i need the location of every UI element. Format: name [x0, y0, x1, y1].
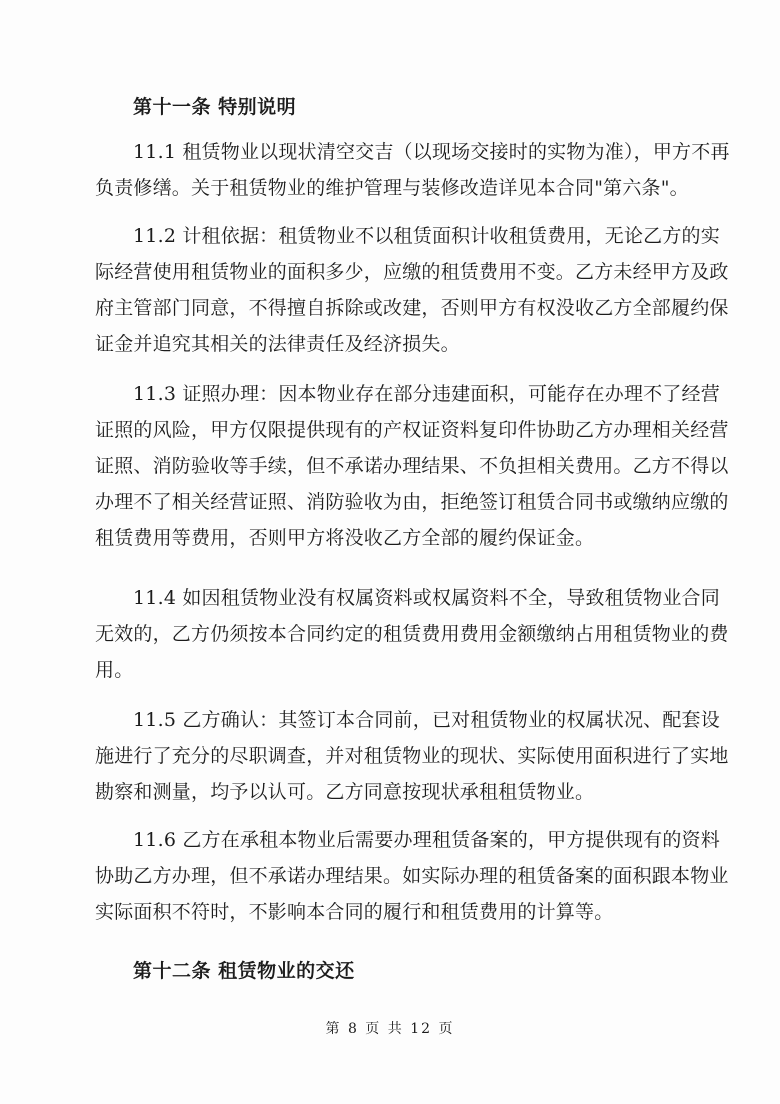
- clause-line: 11.2 计租依据：租赁物业不以租赁面积计收租赁费用，无论乙方的实: [133, 225, 720, 247]
- section-12-title: 第十二条 租赁物业的交还: [133, 960, 355, 982]
- clause-line: 无效的，乙方仍须按本合同约定的租赁费用费用金额缴纳占用租赁物业的费: [95, 623, 729, 645]
- page-footer: 第 8 页 共 12 页: [325, 1021, 455, 1037]
- clause-line: 实际面积不符时，不影响本合同的履行和租赁费用的计算等。: [95, 901, 614, 923]
- clause-11-4: [95, 580, 729, 688]
- clause-line: 办理不了相关经营证照、消防验收为由，拒绝签订租赁合同书或缴纳应缴的: [95, 491, 729, 513]
- clause-11-1: [95, 134, 730, 206]
- clause-11-6: [95, 822, 729, 930]
- clause-11-3: [95, 376, 729, 556]
- clause-line: 证照、消防验收等手续，但不承诺办理结果、不负担相关费用。乙方不得以: [95, 455, 729, 477]
- clause-line: 证金并追究其相关的法律责任及经济损失。: [95, 333, 460, 355]
- clause-line: 施进行了充分的尽职调查，并对租赁物业的现状、实际使用面积进行了实地: [95, 745, 729, 767]
- section-11-title: 第十一条 特别说明: [133, 96, 297, 118]
- clause-line: 11.4 如因租赁物业没有权属资料或权属资料不全，导致租赁物业合同: [133, 587, 720, 609]
- clause-line: 协助乙方办理，但不承诺办理结果。如实际办理的租赁备案的面积跟本物业: [95, 865, 729, 887]
- clause-line: 11.3 证照办理：因本物业存在部分违建面积，可能存在办理不了经营: [133, 383, 720, 405]
- clause-line: 11.1 租赁物业以现状清空交吉（以现场交接时的实物为准），甲方不再: [133, 141, 730, 163]
- clause-line: 11.5 乙方确认：其签订本合同前，已对租赁物业的权属状况、配套设: [133, 709, 720, 731]
- clause-line: 租赁费用等费用，否则甲方将没收乙方全部的履约保证金。: [95, 527, 595, 549]
- clause-line: 负责修缮。关于租赁物业的维护管理与装修改造详见本合同"第六条"。: [95, 177, 689, 199]
- clause-line: 勘察和测量，均予以认可。乙方同意按现状承租租赁物业。: [95, 781, 595, 803]
- clause-line: 证照的风险，甲方仅限提供现有的产权证资料复印件协助乙方办理相关经营: [95, 419, 729, 441]
- clause-11-2: [95, 218, 729, 362]
- clause-11-5: [95, 702, 729, 810]
- clause-line: 际经营使用租赁物业的面积多少，应缴的租赁费用不变。乙方未经甲方及政: [95, 261, 729, 283]
- clause-line: 用。: [95, 659, 134, 681]
- clause-line: 府主管部门同意，不得擅自拆除或改建，否则甲方有权没收乙方全部履约保: [95, 297, 729, 319]
- clause-line: 11.6 乙方在承租本物业后需要办理租赁备案的，甲方提供现有的资料: [133, 829, 720, 851]
